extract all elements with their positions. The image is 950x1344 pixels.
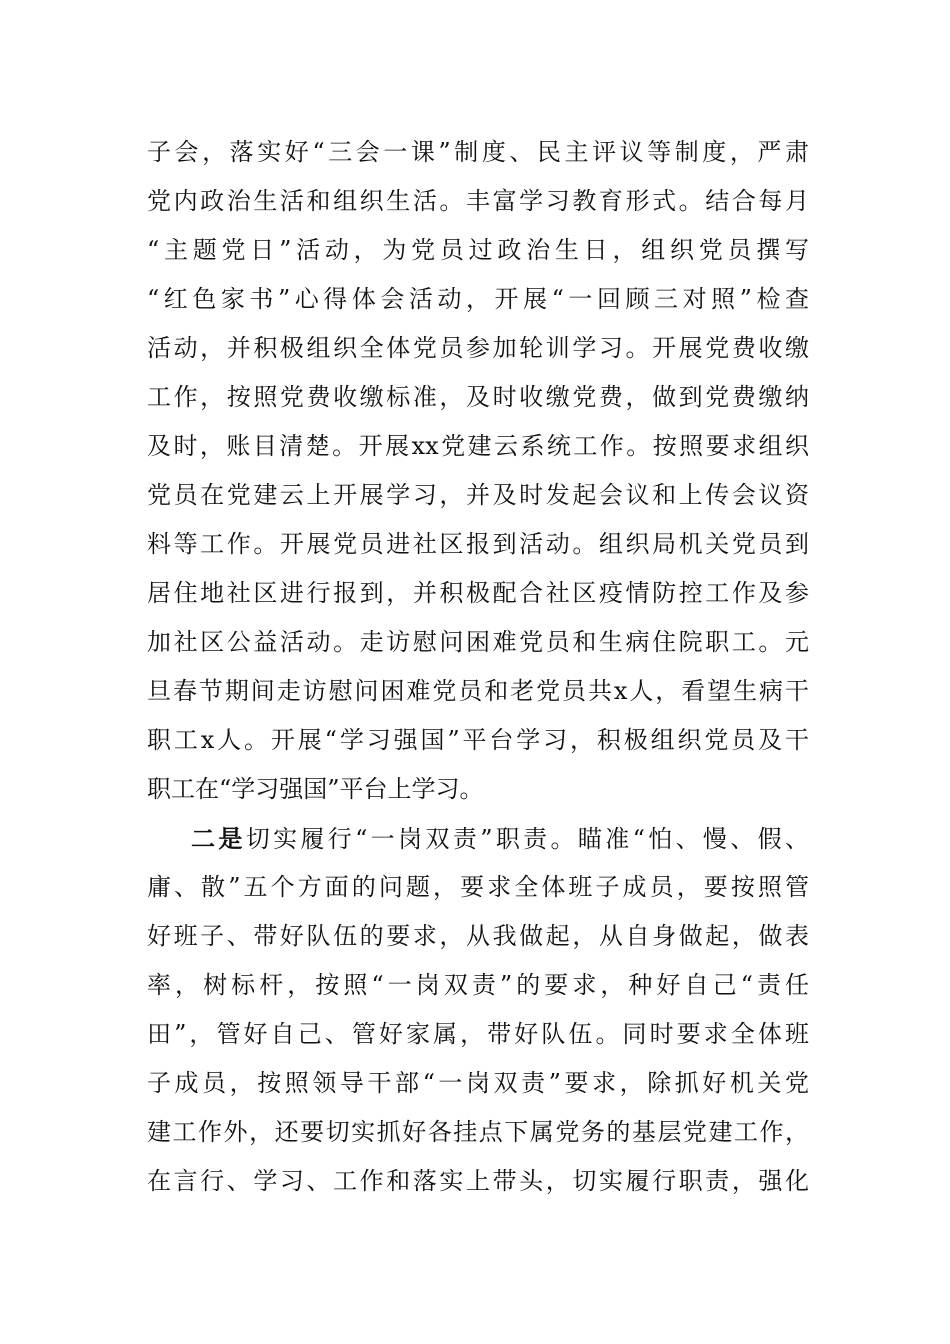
text-line: 庸、散”五个方面的问题，要求全体班子成员，要按照管 [147,873,809,901]
text-line: 工作，按照党费收缴标准，及时收缴党费，做到党费缴纳 [147,383,809,411]
text-line: 在言行、学习、工作和落实上带头，切实履行职责，强化 [147,1167,809,1195]
text-line: 料等工作。开展党员进社区报到活动。组织局机关党员到 [147,530,809,558]
text-line: 加社区公益活动。走访慰问困难党员和生病住院职工。元 [147,628,809,656]
body-text [147,128,809,1206]
text-line: 率，树标杆，按照“一岗双责”的要求，种好自己“责任 [147,971,809,999]
text-line: 建工作外，还要切实抓好各挂点下属党务的基层党建工作， [147,1118,809,1146]
text-line: “主题党日”活动，为党员过政治生日，组织党员撰写 [147,236,809,264]
paragraph-2-first-line [147,814,809,863]
text-line: 田”，管好自己、管好家属，带好队伍。同时要求全体班 [147,1020,809,1048]
text-line: 活动，并积极组织全体党员参加轮训学习。开展党费收缴 [147,334,809,362]
first-line-text: 切实履行“一岗双责”职责。瞄准“怕、慢、假、 [245,825,809,853]
paragraph-2 [147,814,809,1206]
text-line: 子成员，按照领导干部“一岗双责”要求，除抓好机关党 [147,1069,809,1097]
text-line: 职工在“学习强国”平台上学习。 [147,775,484,803]
text-line: “红色家书”心得体会活动，开展“一回顾三对照”检查 [147,285,809,313]
lead-label: 二是 [191,824,246,853]
text-line: 子会，落实好“三会一课”制度、民主评议等制度，严肃 [147,138,809,166]
paragraph-1 [147,128,809,814]
text-line: 党内政治生活和组织生活。丰富学习教育形式。结合每月 [147,187,809,215]
text-line: 好班子、带好队伍的要求，从我做起，从自身做起，做表 [147,922,809,950]
text-line: 及时，账目清楚。开展xx党建云系统工作。按照要求组织 [147,432,809,460]
text-line: 旦春节期间走访慰问困难党员和老党员共x人，看望生病干 [147,677,809,705]
text-line: 职工x人。开展“学习强国”平台学习，积极组织党员及干 [147,726,809,754]
text-line: 居住地社区进行报到，并积极配合社区疫情防控工作及参 [147,579,809,607]
text-line: 党员在党建云上开展学习，并及时发起会议和上传会议资 [147,481,809,509]
